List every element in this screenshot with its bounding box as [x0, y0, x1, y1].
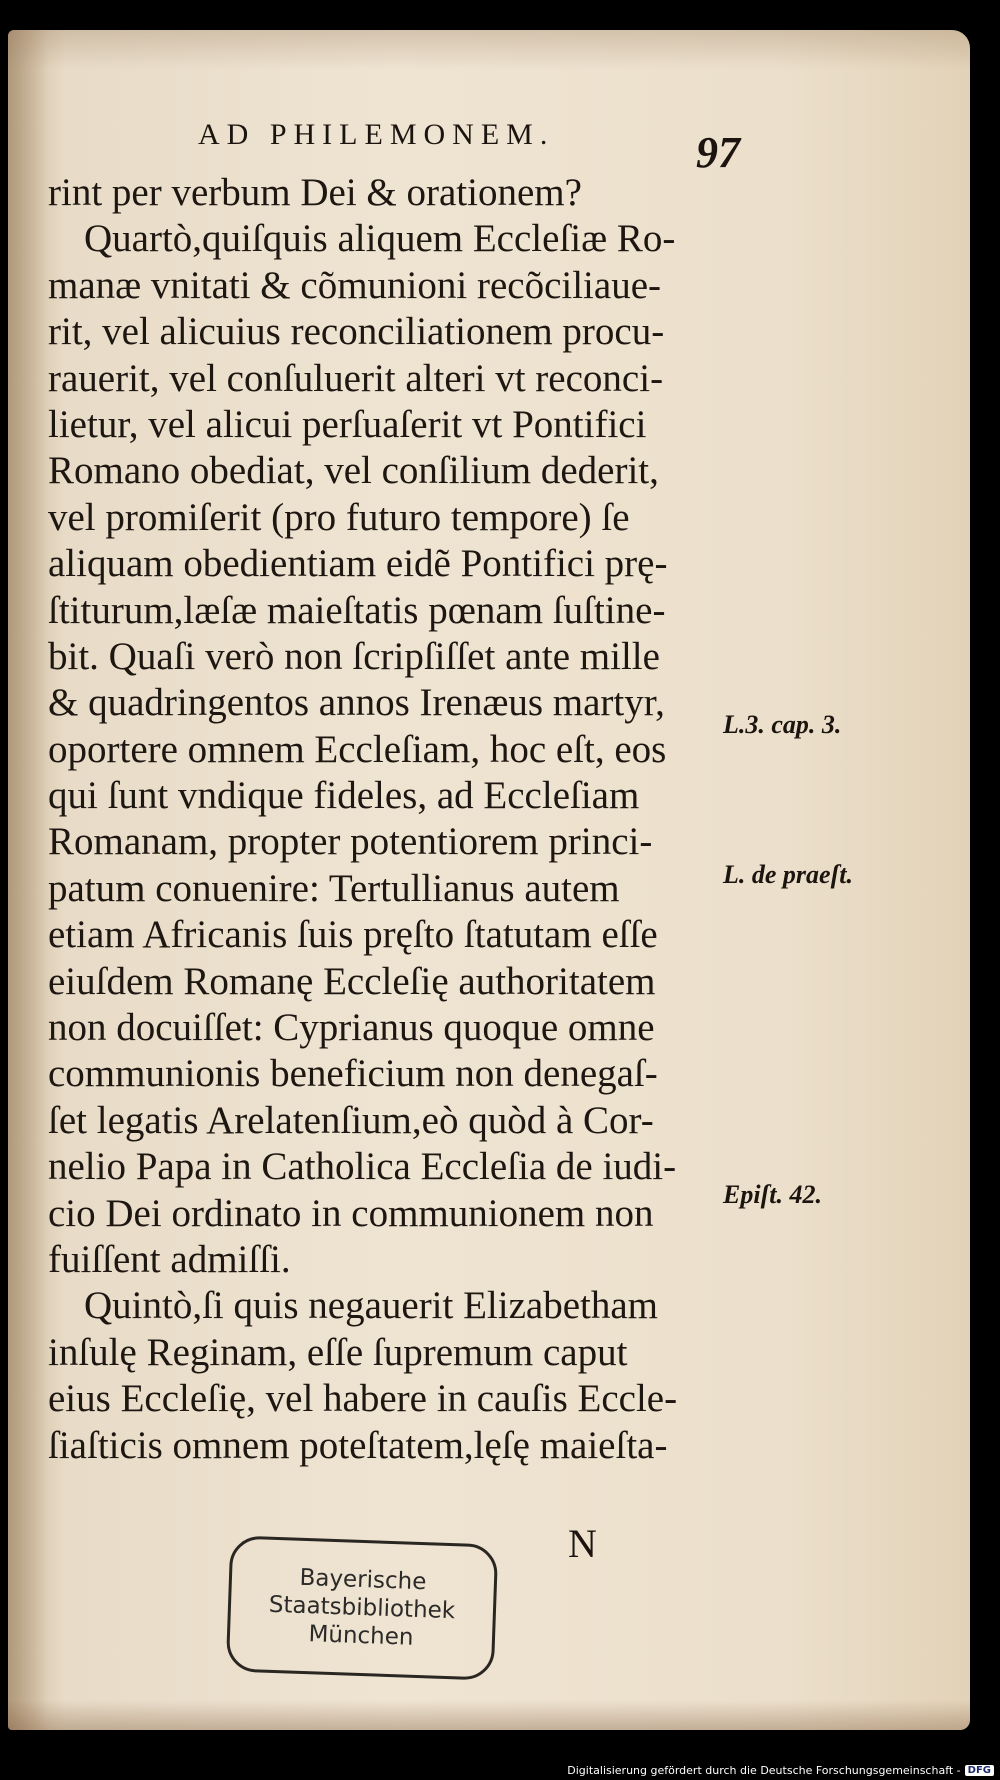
spine-shadow: [8, 30, 48, 1730]
text-line: communionis beneficium non denegaſ-: [48, 1052, 658, 1096]
text-line: aliquam obedientiam eidẽ Pontifici prę-: [48, 542, 668, 586]
margin-note-tertullian: L. de praeſt.: [723, 860, 853, 889]
text-line: rit, vel alicuius reconciliationem procu-: [48, 310, 665, 354]
library-stamp: [226, 1535, 499, 1680]
text-line: patum conuenire: Tertullianus autem: [48, 866, 620, 910]
text-line: nelio Papa in Catholica Eccleſia de iudi-: [48, 1145, 677, 1189]
page-number: 97: [696, 128, 740, 177]
body-text: [48, 170, 758, 1469]
stamp-line: Bayerische: [299, 1564, 427, 1596]
signature-mark: N: [568, 1521, 597, 1566]
text-line: ſet legatis Arelatenſium,eò quòd à Cor-: [48, 1098, 654, 1142]
footer-credit: Digitalisierung gefördert durch die Deutsche Forschungsgemeinschaft -: [567, 1764, 961, 1777]
text-line: rint per verbum Dei & orationem?: [48, 171, 582, 214]
text-line: Romanam, propter potentiorem princi-: [48, 820, 653, 864]
text-line: cio Dei ordinato in communionem non: [48, 1191, 654, 1235]
text-line: Quintò,ſi quis negauerit Elizabetham: [84, 1284, 659, 1328]
text-line: eiuſdem Romanę Eccleſię authoritatem: [48, 959, 656, 1003]
margin-note-irenaeus: L.3. cap. 3.: [723, 710, 842, 739]
text-line: qui ſunt vndique fideles, ad Eccleſiam: [48, 774, 640, 818]
dfg-logo: DFG: [965, 1765, 994, 1776]
text-line: rauerit, vel conſuluerit alteri vt reconci-: [48, 356, 664, 400]
margin-note-cyprian: Epiſt. 42.: [723, 1180, 822, 1209]
text-line: eius Eccleſię, vel habere in cauſis Eccle-: [48, 1377, 678, 1421]
text-line: Romano obediat, vel conſilium dederit,: [48, 449, 659, 493]
digitization-footer: [567, 1764, 994, 1777]
text-line: Quartò,quiſquis aliquem Eccleſiæ Ro-: [84, 217, 676, 261]
text-line: inſulę Reginam, eſſe ſupremum caput: [48, 1330, 628, 1374]
stamp-line: Staatsbibliothek: [268, 1591, 456, 1625]
text-line: bit. Quaſi verò non ſcripſiſſet ante mille: [48, 634, 660, 678]
text-line: etiam Africanis ſuis pręſto ſtatutam eſſe: [48, 913, 658, 957]
text-line: & quadringentos annos Irenæus martyr,: [48, 681, 665, 725]
text-line: ſiaſticis omnem poteſtatem,lęſę maieſta-: [48, 1423, 668, 1467]
text-line: oportere omnem Eccleſiam, hoc eſt, eos: [48, 727, 667, 771]
stamp-line: München: [308, 1621, 414, 1651]
text-line: non docuiſſet: Cyprianus quoque omne: [48, 1006, 655, 1050]
running-header: AD PHILEMONEM.: [198, 118, 555, 151]
text-line: ſtiturum,læſæ maieſtatis pœnam ſuſtine-: [48, 588, 666, 632]
book-page: [8, 30, 970, 1730]
text-line: manæ vnitati & cõmunioni recõciliaue-: [48, 263, 661, 307]
top-edge-shading: [8, 30, 970, 70]
text-line: vel promiſerit (pro futuro tempore) ſe: [48, 495, 630, 539]
bottom-edge-shading: [8, 1700, 970, 1730]
text-line: fuiſſent admiſſi.: [48, 1237, 291, 1281]
text-line: lietur, vel alicui perſuaſerit vt Pontifici: [48, 402, 647, 446]
